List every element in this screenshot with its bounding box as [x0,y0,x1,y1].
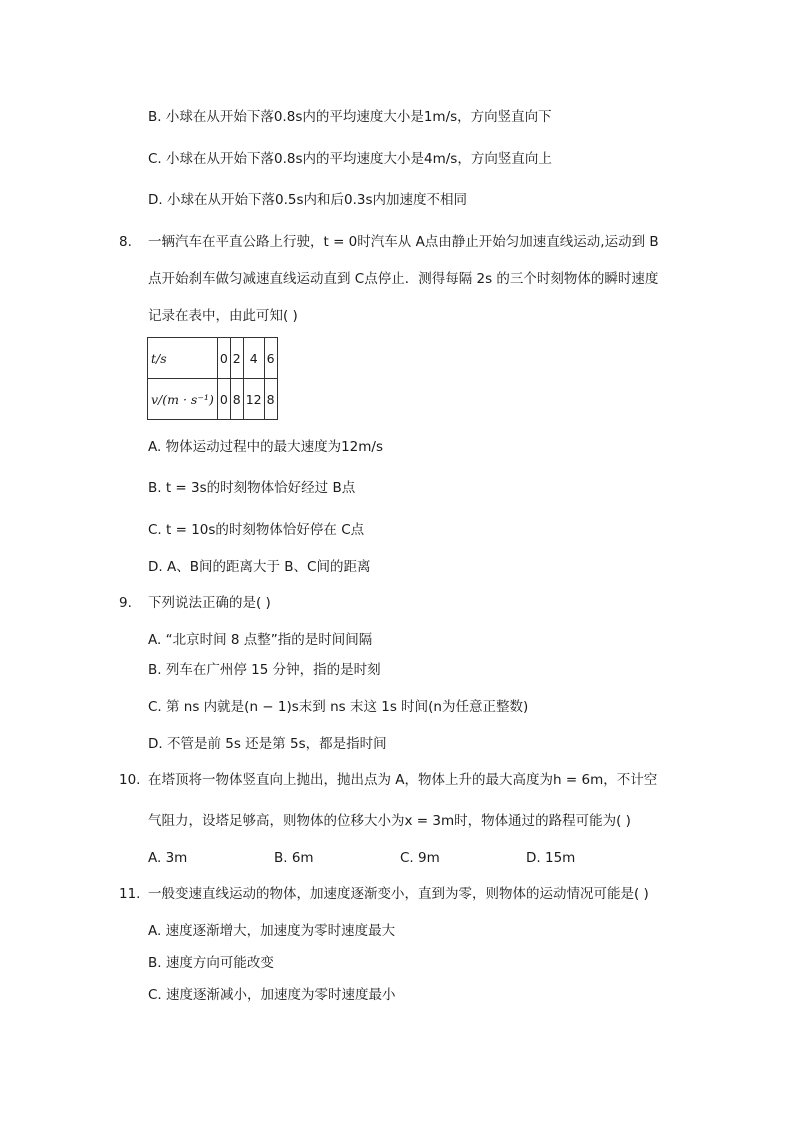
q10-number: 10. [119,772,141,788]
table-cell: 4 [243,338,264,379]
q8-stem-line-1: 一辆汽车在平直公路上行驶，t = 0时汽车从 A点由静止开始匀加速直线运动,运动到 B [148,234,659,250]
q8-number: 8. [119,234,132,250]
q8-option-d: D. A、B间的距离大于 B、C间的距离 [148,559,371,575]
q10-option-b: B. 6m [274,850,314,866]
table-cell: 12 [243,379,264,420]
q7-option-c: C. 小球在从开始下落0.8s内的平均速度大小是4m/s，方向竖直向上 [148,151,552,167]
q9-option-c: C. 第 ns 内就是(n − 1)s末到 ns 末这 1s 时间(n为任意正整数) [148,699,529,715]
q8-option-b: B. t = 3s的时刻物体恰好经过 B点 [148,480,356,496]
table-cell: 6 [264,338,277,379]
table-row-label: v/(m · s⁻¹) [148,379,218,420]
q9-option-a: A. “北京时间 8 点整”指的是时间间隔 [148,632,373,648]
table-cell: 0 [217,379,230,420]
q11-number: 11. [119,886,141,902]
q10-stem-line-2: 气阻力，设塔足够高，则物体的位移大小为x = 3m时，物体通过的路程可能为( ) [148,813,631,829]
q10-stem-line-1: 在塔顶将一物体竖直向上抛出，抛出点为 A，物体上升的最大高度为h = 6m，不计空 [148,772,658,788]
q9-number: 9. [119,595,132,611]
q9-option-d: D. 不管是前 5s 还是第 5s，都是指时间 [148,736,387,752]
velocity-table [147,337,278,420]
q11-option-c: C. 速度逐渐减小，加速度为零时速度最小 [148,987,396,1003]
q7-option-d: D. 小球在从开始下落0.5s内和后0.3s内加速度不相同 [148,192,467,208]
q11-stem: 一般变速直线运动的物体，加速度逐渐变小，直到为零，则物体的运动情况可能是( ) [148,886,649,902]
q11-option-b: B. 速度方向可能改变 [148,955,274,971]
q9-stem: 下列说法正确的是( ) [148,595,271,611]
q11-option-a: A. 速度逐渐增大，加速度为零时速度最大 [148,923,396,939]
q8-stem-line-3: 记录在表中，由此可知( ) [148,308,298,324]
table-cell: 2 [230,338,243,379]
table-row-label: t/s [148,338,218,379]
q9-option-b: B. 列车在广州停 15 分钟，指的是时刻 [148,662,381,678]
table-row [148,379,278,420]
table-cell: 8 [230,379,243,420]
q8-option-c: C. t = 10s的时刻物体恰好停在 C点 [148,522,365,538]
q8-option-a: A. 物体运动过程中的最大速度为12m/s [148,439,383,455]
q10-option-c: C. 9m [400,850,440,866]
q8-stem-line-2: 点开始刹车做匀减速直线运动直到 C点停止．测得每隔 2s 的三个时刻物体的瞬时速度 [148,271,659,287]
table-row [148,338,278,379]
table-cell: 8 [264,379,277,420]
q10-option-d: D. 15m [526,850,576,866]
table-cell: 0 [217,338,230,379]
q10-option-a: A. 3m [148,850,188,866]
q7-option-b: B. 小球在从开始下落0.8s内的平均速度大小是1m/s，方向竖直向下 [148,109,552,125]
